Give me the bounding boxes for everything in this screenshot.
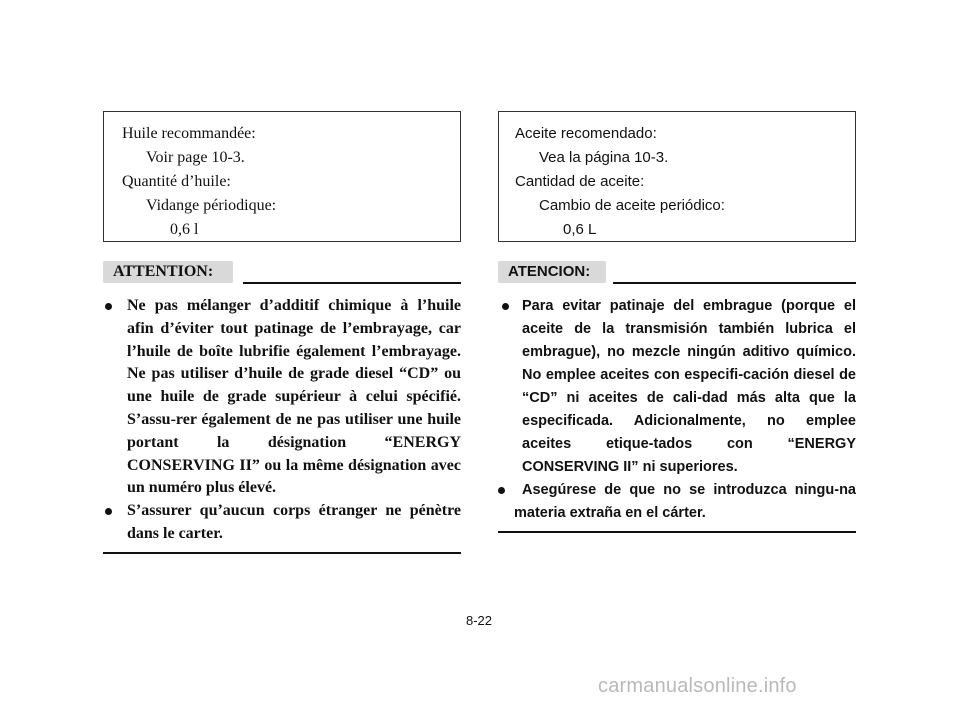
caution-text: Asegúrese de que no se introduzca ningu-na materia extraña en el cárter. [514, 482, 856, 521]
spec-line-see-page: Vea la página 10-3. [539, 149, 669, 166]
caution-list-fr [103, 295, 461, 546]
watermark: carmanualsonline.info [598, 675, 797, 697]
french-column [103, 111, 461, 554]
caution-item [103, 500, 461, 546]
end-rule [498, 531, 856, 533]
bullet-icon [502, 303, 509, 310]
caution-list-es [498, 295, 856, 525]
caution-text: S’assurer qu’aucun corps étranger ne pénètre dans le carter. [127, 502, 461, 542]
spec-line-amount: 0,6 L [563, 221, 597, 238]
bullet-icon [105, 303, 112, 310]
bullet-icon [498, 487, 505, 494]
spec-line-see-page: Voir page 10-3. [146, 149, 245, 166]
spec-line-oil-quantity: Quantité d’huile: [122, 173, 231, 190]
caution-header-fr [103, 261, 461, 287]
spec-line-recommended-oil: Huile recommandée: [122, 125, 256, 142]
caution-item [103, 295, 461, 500]
caution-text: Ne pas mélanger d’additif chimique à l’huile afin d’éviter tout patinage de l’embrayage, car l’huile de boîte lubrifie également l’embrayage. Ne pas utiliser d’huile de grade diesel “CD” ou une huile de grade supérieur à celui spécifié. S’assu-rer également de ne pas utiliser une huile portant la désignation “ENERGY CONSERVING II” ou la même désignation avec un numéro plus élevé. [127, 297, 461, 497]
spec-line-periodic-change: Vidange périodique: [146, 197, 277, 214]
spec-line-amount: 0,6 l [170, 221, 199, 238]
caution-rule [243, 282, 461, 284]
page-number: 8-22 [466, 613, 493, 628]
caution-label: ATENCION: [498, 261, 606, 283]
spec-line-recommended-oil: Aceite recomendado: [515, 125, 657, 142]
bullet-icon [105, 508, 112, 515]
caution-item [498, 479, 856, 525]
caution-item [498, 295, 856, 479]
caution-text: Para evitar patinaje del embrague (porque el aceite de la transmisión también lubrica el embrague), no mezcle ningún aditivo químico. No emplee aceites con especifi-cación diesel de “CD” ni aceites de cali-dad más alta que la especificada. Adicionalmente, no emplee aceites etique-tados con “ENERGY CONSERVING II” ni superiores. [522, 298, 856, 475]
spanish-column [498, 111, 856, 533]
oil-spec-box-fr [103, 111, 461, 242]
caution-header-es [498, 261, 856, 287]
caution-label: ATTENTION: [103, 261, 233, 283]
spec-line-periodic-change: Cambio de aceite periódico: [539, 197, 725, 214]
spec-line-oil-quantity: Cantidad de aceite: [515, 173, 645, 190]
oil-spec-box-es [498, 111, 856, 242]
caution-rule [613, 282, 856, 284]
end-rule [103, 552, 461, 554]
